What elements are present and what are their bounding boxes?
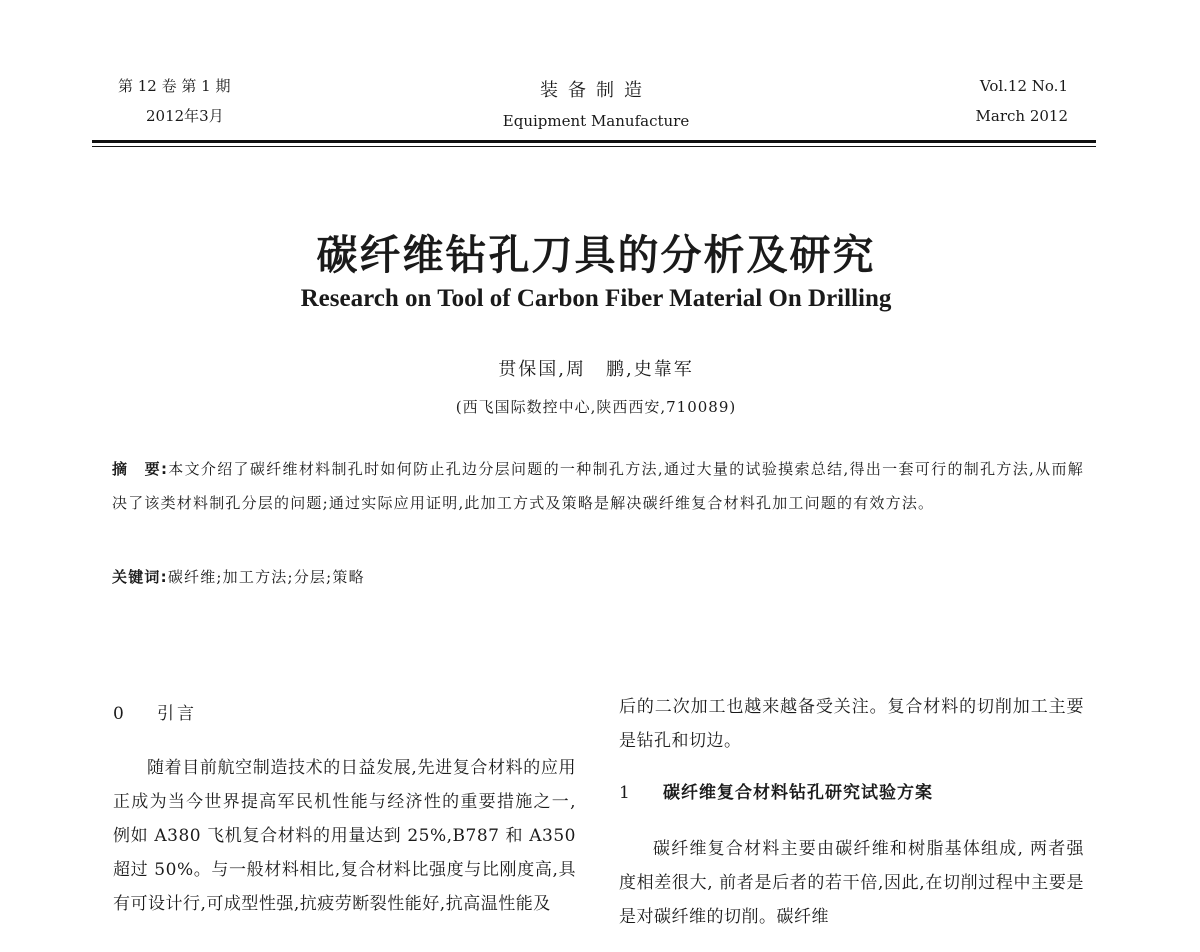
article-title-en: Research on Tool of Carbon Fiber Material On Drilling	[300, 285, 892, 312]
paragraph-intro-continued: 后的二次加工也越来越备受关注。复合材料的切削加工主要是钻孔和切边。	[619, 697, 1084, 751]
abstract-label: 摘 要:	[112, 460, 169, 478]
column-left	[113, 697, 576, 921]
section-number: 0	[113, 704, 124, 724]
abstract	[112, 452, 1084, 520]
issue-en: Vol.12 No.1	[979, 77, 1068, 95]
section-heading-1	[619, 776, 1084, 810]
section-title: 引言	[157, 704, 197, 724]
column-right	[619, 690, 1084, 934]
journal-name-cn: 装备制造	[540, 80, 652, 101]
date-en: March 2012	[975, 107, 1068, 125]
journal-name-en: Equipment Manufacture	[502, 111, 690, 130]
section-title: 碳纤维复合材料钻孔研究试验方案	[663, 783, 933, 803]
paragraph-intro: 随着目前航空制造技术的日益发展,先进复合材料的应用正成为当今世界提高军民机性能与经济性的重要措施之一, 例如 A380 飞机复合材料的用量达到 25%,B787 和 A350 超过 50%。与一般材料相比,复合材料比强度与比刚度高,具有可设计行,可成型性强,抗疲劳断裂性能好,抗高温性能及	[113, 758, 576, 914]
section-heading-0	[113, 697, 576, 731]
date-cn: 2012年3月	[146, 107, 224, 125]
header-rule-thin	[92, 146, 1096, 147]
paragraph-section-1: 碳纤维复合材料主要由碳纤维和树脂基体组成, 两者强度相差很大, 前者是后者的若干倍,因此,在切削过程中主要是是对碳纤维的切削。碳纤维	[619, 839, 1084, 927]
abstract-text: 本文介绍了碳纤维材料制孔时如何防止孔边分层问题的一种制孔方法,通过大量的试验摸索总结,得出一套可行的制孔方法,从而解决了该类材料制孔分层的问题;通过实际应用证明,此加工方式及策略是解决碳纤维复合材料孔加工问题的有效方法。	[112, 460, 1084, 512]
section-number: 1	[619, 783, 630, 803]
affiliation: (西飞国际数控中心,陕西西安,710089)	[455, 398, 737, 416]
header-right	[976, 77, 1068, 125]
article-title-cn: 碳纤维钻孔刀具的分析及研究	[316, 231, 876, 279]
keywords	[112, 563, 1084, 591]
keywords-text: 碳纤维;加工方法;分层;策略	[167, 568, 365, 586]
header-rule-thick	[92, 140, 1096, 143]
issue-cn: 第 12 卷 第 1 期	[118, 77, 231, 95]
keywords-label: 关键词:	[112, 568, 168, 586]
authors: 贯保国,周 鹏,史靠军	[498, 359, 694, 380]
